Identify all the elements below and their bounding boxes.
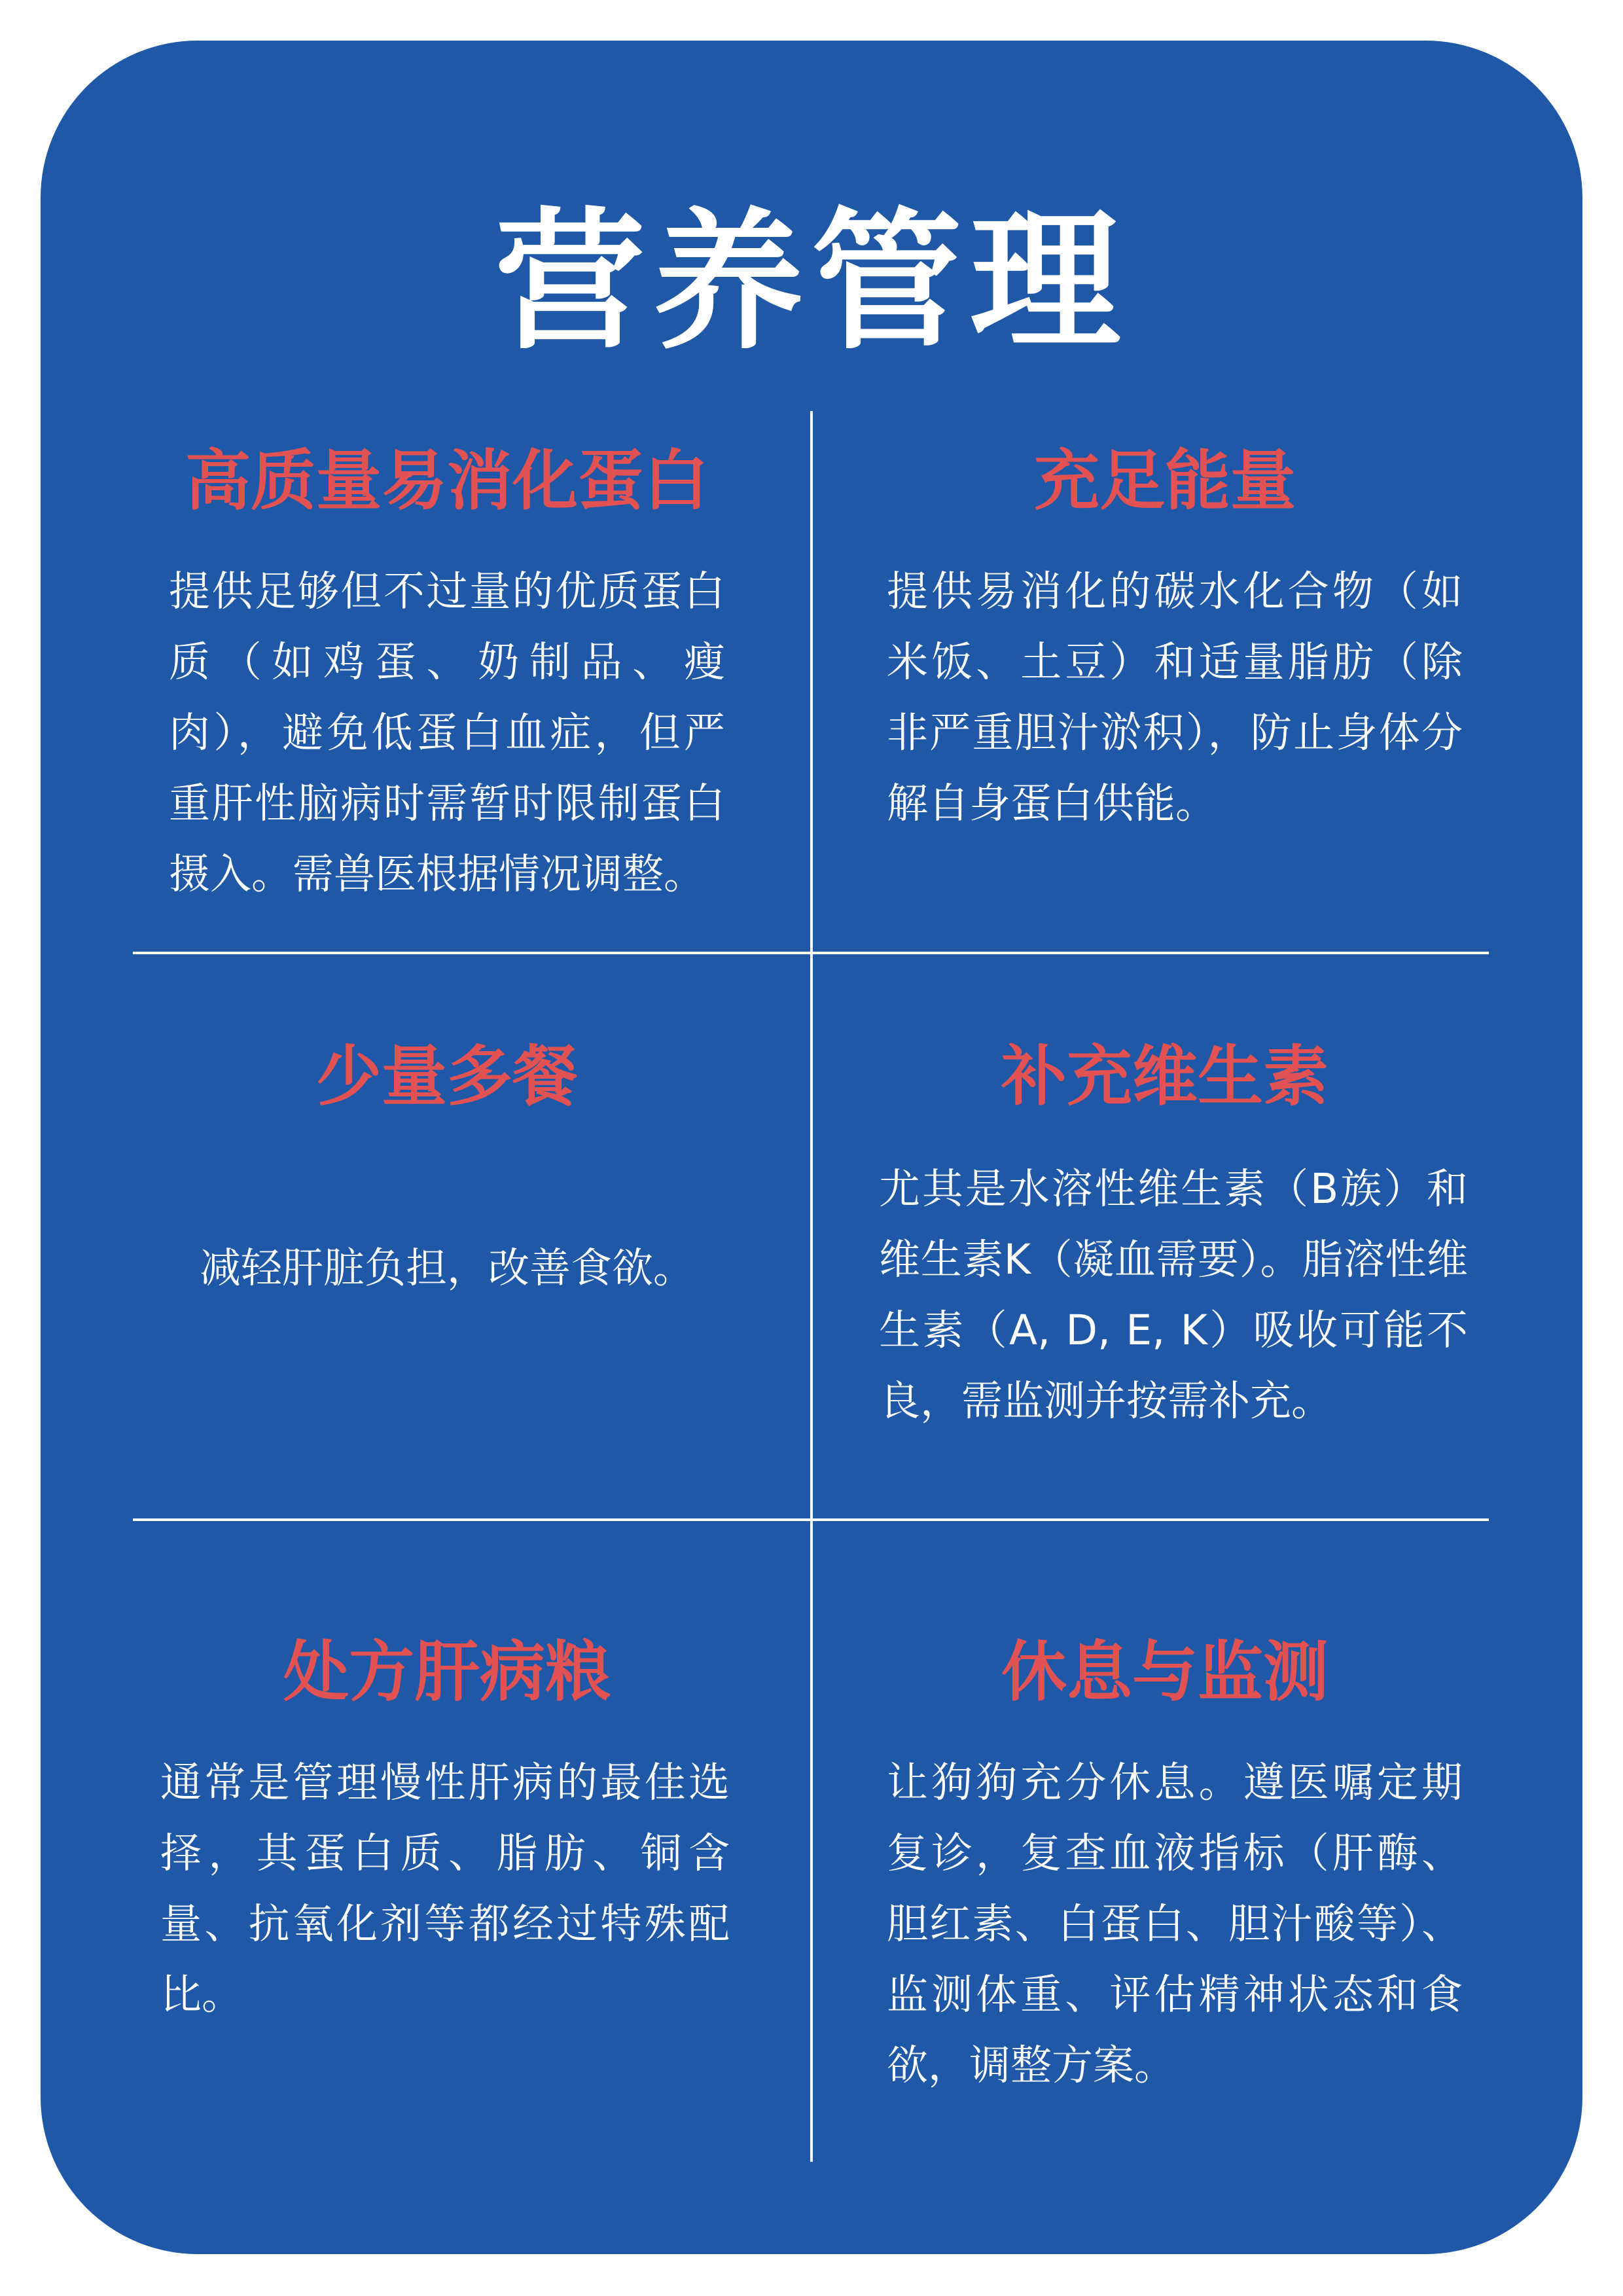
section-body-rest-monitoring: 让狗狗充分休息。遵医嘱定期复诊，复查血液指标（肝酶、胆红素、白蛋白、胆汁酸等）、监测体重、评估精神状态和食欲，调整方案。 [887, 1759, 1463, 2089]
section-title-vitamins: 补充维生素 [1001, 1038, 1329, 1115]
section-title-prescription-food: 处方肝病粮 [283, 1634, 611, 1710]
section-body-meals: 减轻肝脏负担，改善食欲。 [200, 1244, 694, 1292]
section-title-rest-monitoring: 休息与监测 [1001, 1634, 1329, 1710]
section-body-energy: 提供易消化的碳水化合物（如米饭、土豆）和适量脂肪（除非严重胆汁淤积），防止身体分解自身蛋白供能。 [887, 567, 1463, 827]
section-title-energy: 充足能量 [1034, 442, 1296, 519]
section-body-protein: 提供足够但不过量的优质蛋白质（如鸡蛋、奶制品、瘦肉），避免低蛋白血症，但严重肝性脑病时需暂时限制蛋白摄入。需兽医根据情况调整。 [169, 567, 725, 898]
page-title: 营养管理 [494, 195, 1128, 370]
horizontal-divider-top [133, 952, 1489, 954]
section-title-meals: 少量多餐 [316, 1038, 578, 1115]
section-title-protein: 高质量易消化蛋白 [185, 442, 709, 519]
section-body-vitamins: 尤其是水溶性维生素（B族）和维生素K（凝血需要）。脂溶性维生素（A, D, E, K）吸收可能不良，需监测并按需补充。 [879, 1165, 1469, 1425]
vertical-divider [810, 411, 813, 2162]
section-body-prescription-food: 通常是管理慢性肝病的最佳选择，其蛋白质、脂肪、铜含量、抗氧化剂等都经过特殊配比。 [160, 1759, 730, 2018]
horizontal-divider-bottom [133, 1518, 1489, 1521]
